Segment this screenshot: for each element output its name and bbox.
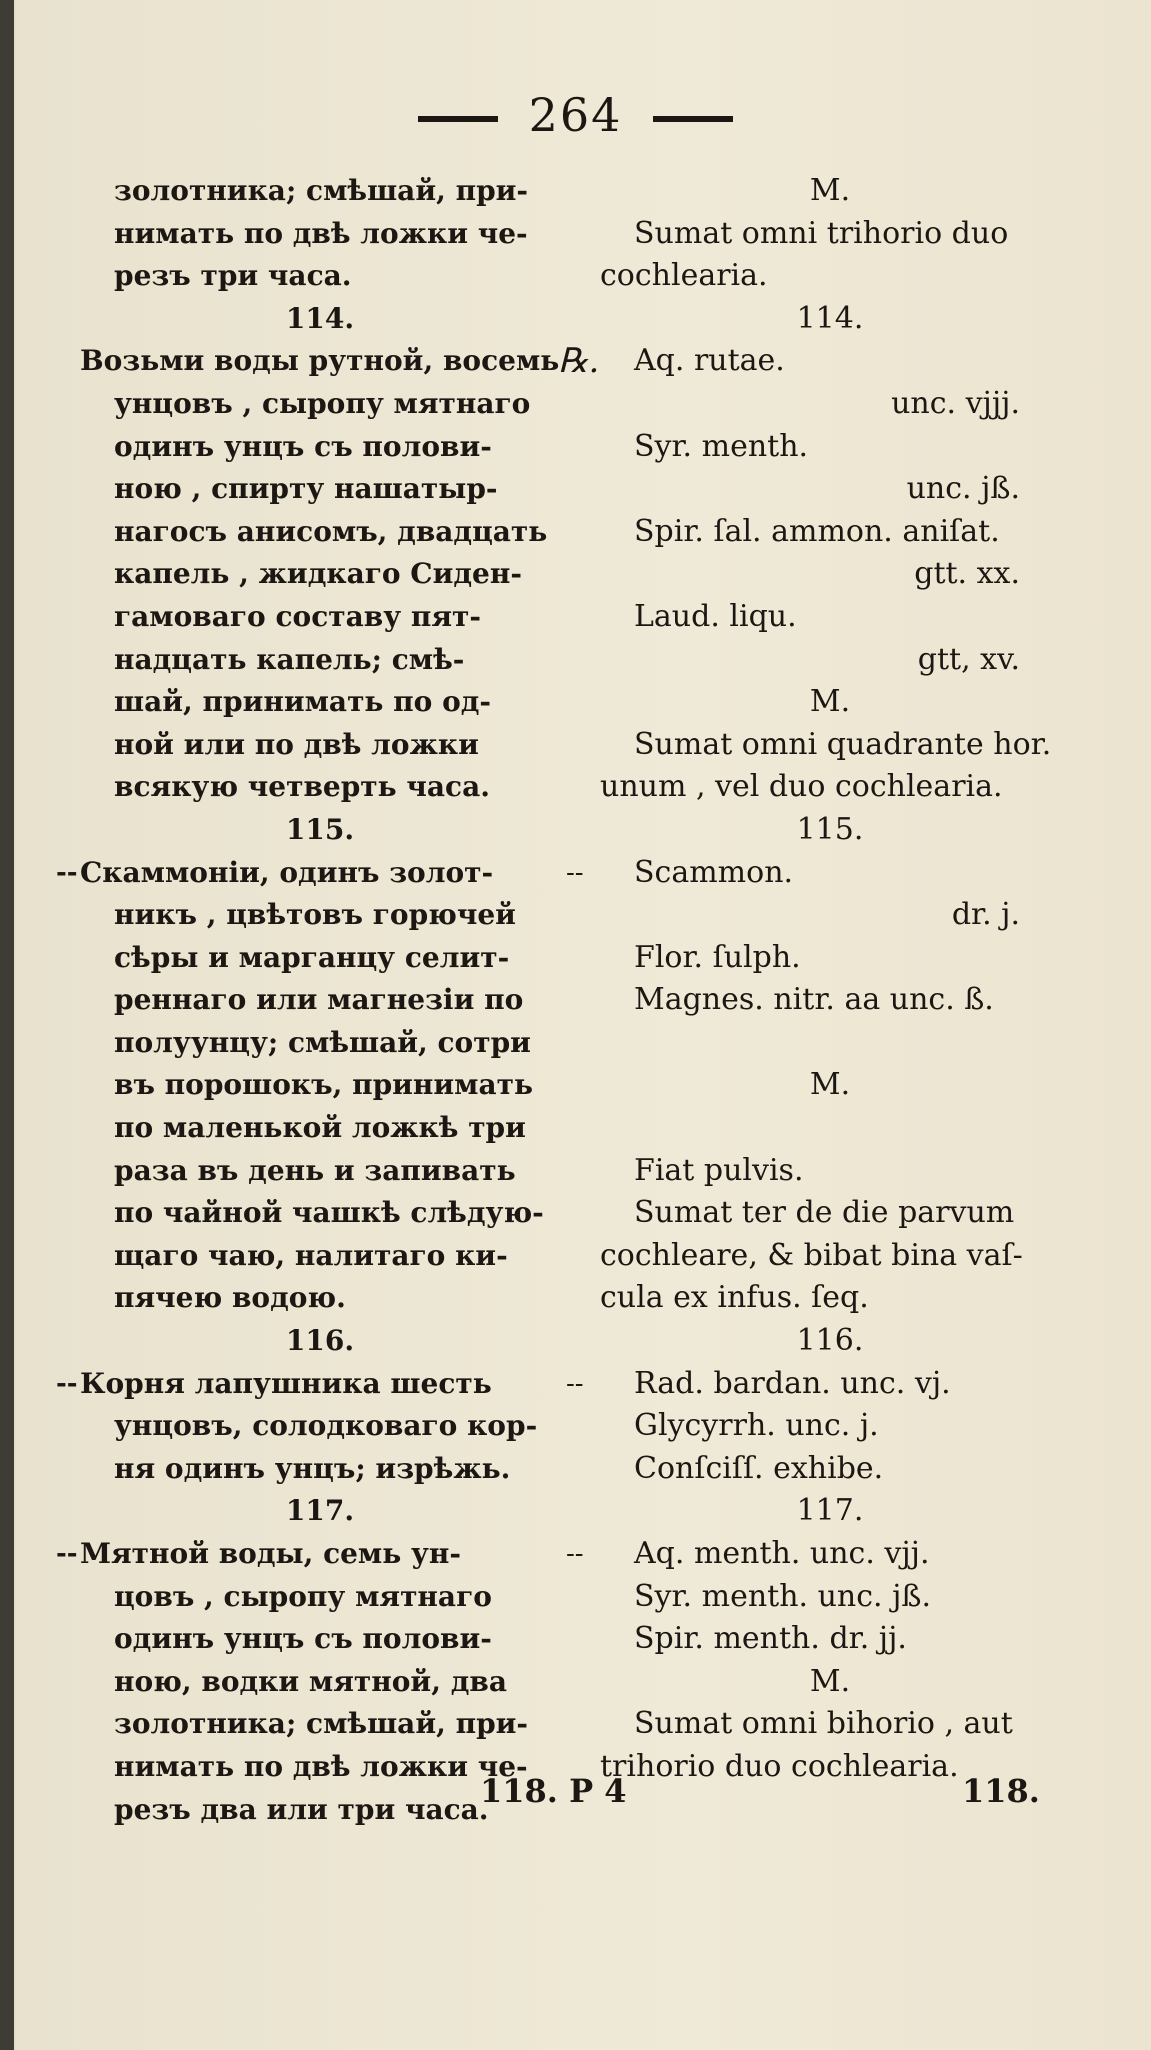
line-text: цовъ , сыропу мятнаго	[114, 1579, 492, 1613]
line-text: никъ , цвѣтовъ горючей	[114, 898, 516, 932]
recipe-dash-mark: --	[56, 857, 78, 888]
line-text: унцовъ , сыропу мятнаго	[114, 386, 531, 420]
line-text: 116.	[285, 1324, 355, 1358]
latin-text-line	[600, 1107, 1060, 1150]
russian-text-line	[56, 1363, 560, 1406]
line-text: unc. vjjj.	[891, 385, 1020, 421]
latin-text-line	[600, 1235, 1060, 1278]
line-text: 117.	[796, 1493, 864, 1529]
latin-text-line	[600, 426, 1060, 469]
line-text: M.	[809, 1663, 851, 1699]
latin-text-line	[600, 511, 1060, 554]
line-text: Spir. ſal. ammon. aniſat.	[634, 513, 1000, 549]
russian-text-line	[80, 639, 560, 682]
line-text: Spir. menth. dr. jj.	[634, 1621, 907, 1657]
latin-text-line	[600, 1277, 1060, 1320]
line-text: M.	[809, 684, 851, 720]
catchword-right: 118.	[962, 1772, 1040, 1810]
line-text: cochlearia.	[600, 258, 768, 294]
russian-text-line	[80, 1490, 560, 1533]
line-text: 114.	[285, 301, 355, 335]
line-text: золотника; смѣшай, при-	[114, 1707, 529, 1741]
line-text: cochleare, & bibat bina vaſ-	[600, 1237, 1023, 1273]
line-text: гамоваго составу пят-	[114, 599, 482, 633]
recipe-dash-mark: --	[56, 1539, 78, 1569]
line-text: Glycyrrh. unc. j.	[634, 1408, 879, 1444]
latin-text-line	[600, 1320, 1060, 1363]
latin-text-line	[566, 1533, 1060, 1576]
line-text: unc. jß.	[906, 471, 1020, 507]
line-text: надцать капель; смѣ-	[114, 642, 465, 676]
latin-text-line	[600, 724, 1060, 767]
line-text: M.	[809, 173, 851, 208]
latin-text-line	[600, 596, 1060, 639]
russian-text-line	[80, 1192, 560, 1235]
latin-text-line	[600, 1064, 1060, 1107]
latin-text-line	[600, 1150, 1060, 1193]
latin-text-line	[600, 1490, 1060, 1533]
russian-text-line	[80, 1576, 560, 1619]
book-binding-edge	[0, 0, 14, 2050]
line-text: шай, принимать по од-	[114, 685, 492, 719]
russian-text-line	[80, 1277, 560, 1320]
line-text: Возьми воды рутной, восемь	[80, 344, 560, 378]
russian-text-line	[80, 724, 560, 767]
line-text: Syr. menth. unc. jß.	[634, 1578, 931, 1614]
line-text: Laud. liqu.	[634, 598, 797, 634]
russian-text-line	[80, 937, 560, 980]
line-text: M.	[809, 1067, 851, 1103]
line-text: всякую четверть часа.	[114, 770, 490, 804]
russian-text-line	[80, 553, 560, 596]
russian-text-line	[56, 852, 560, 895]
line-text: раза въ день и запивать	[114, 1153, 516, 1187]
header-rule-right	[653, 116, 733, 122]
russian-text-line	[80, 766, 560, 809]
line-text: золотника; смѣшай, при-	[114, 174, 529, 207]
line-text: Flor. ſulph.	[634, 939, 801, 975]
russian-text-line	[80, 1618, 560, 1661]
russian-text-line	[80, 1150, 560, 1193]
russian-text-line	[80, 1320, 560, 1363]
russian-text-line	[80, 1661, 560, 1704]
line-text: нагосъ анисомъ, двадцать	[114, 514, 548, 548]
line-text: Sumat omni bihorio , aut	[634, 1706, 1013, 1742]
latin-text-line	[600, 681, 1060, 724]
latin-text-line	[600, 766, 1060, 809]
line-text: 116.	[796, 1323, 864, 1359]
russian-text-line	[80, 894, 560, 937]
line-text: Syr. menth.	[634, 428, 809, 464]
line-text: Rad. bardan. unc. vj.	[634, 1365, 951, 1401]
line-text: въ порошокъ, принимать	[114, 1068, 533, 1102]
line-text: ня одинъ унцъ; изрѣжь.	[114, 1451, 511, 1485]
russian-text-line	[80, 255, 560, 298]
latin-text-line	[600, 937, 1060, 980]
latin-text-line	[600, 468, 1060, 511]
russian-text-line	[80, 1107, 560, 1150]
latin-text-line	[600, 170, 1060, 213]
line-text: Скаммоніи, одинъ золот-	[80, 855, 494, 889]
russian-text-line	[80, 681, 560, 724]
line-text: Magnes. nitr. aa unc. ß.	[634, 982, 994, 1018]
latin-text-line	[600, 979, 1060, 1022]
latin-text-line	[600, 255, 1060, 298]
line-text: по маленькой ложкѣ три	[114, 1111, 526, 1145]
recipe-dash-mark: --	[566, 1539, 584, 1569]
russian-text-line	[80, 170, 560, 213]
line-text: Sumat omni quadrante hor.	[634, 726, 1052, 762]
line-text: одинъ унцъ съ полови-	[114, 429, 492, 463]
line-text: cula ex infus. ſeq.	[600, 1280, 869, 1316]
page-number: 264	[528, 88, 623, 142]
russian-text-line	[80, 340, 560, 383]
latin-text-line	[600, 1448, 1060, 1491]
latin-text-column	[558, 170, 1060, 1789]
russian-text-line	[80, 979, 560, 1022]
line-text: пячею водою.	[114, 1281, 346, 1315]
russian-text-line	[56, 1533, 560, 1576]
line-text: ною , спирту нашатыр-	[114, 472, 498, 506]
page-header	[0, 88, 1151, 142]
line-text: сѣры и марганцу селит-	[114, 940, 510, 974]
russian-text-line	[80, 383, 560, 426]
line-text: унцовъ, солодковаго кор-	[114, 1409, 538, 1443]
latin-text-line	[600, 1661, 1060, 1704]
latin-text-line	[600, 894, 1060, 937]
russian-text-line	[80, 511, 560, 554]
russian-text-line	[80, 1448, 560, 1491]
header-rule-left	[418, 116, 498, 122]
line-text: Fiat pulvis.	[634, 1152, 804, 1188]
line-text: Aq. menth. unc. vjj.	[634, 1536, 930, 1571]
line-text: нимать по двѣ ложки че-	[114, 216, 528, 250]
line-text: 115.	[285, 812, 355, 846]
line-text: ною, водки мятной, два	[114, 1664, 507, 1698]
line-text: unum , vel duo cochlearia.	[600, 769, 1003, 805]
line-text: одинъ унцъ съ полови-	[114, 1622, 492, 1656]
line-text: Aq. rutae.	[634, 343, 785, 379]
line-text: нимать по двѣ ложки че-	[114, 1749, 528, 1783]
russian-text-line	[80, 809, 560, 852]
russian-text-line	[80, 1064, 560, 1107]
latin-text-line	[600, 1022, 1060, 1065]
russian-text-line	[80, 596, 560, 639]
russian-text-line	[80, 468, 560, 511]
russian-text-line	[80, 298, 560, 341]
line-text: 115.	[796, 811, 864, 847]
recipe-dash-mark: --	[56, 1368, 78, 1399]
russian-text-line	[80, 1703, 560, 1746]
latin-text-line	[600, 1405, 1060, 1448]
latin-text-line	[600, 1192, 1060, 1235]
line-text: Scammon.	[634, 854, 794, 890]
latin-text-line	[600, 809, 1060, 852]
line-text: капель , жидкаго Сиден-	[114, 557, 522, 591]
line-text: Мятной воды, семь ун-	[80, 1537, 462, 1570]
latin-text-line	[600, 1703, 1060, 1746]
line-text: Conſciſſ. exhibe.	[634, 1450, 884, 1486]
line-text: 114.	[796, 300, 864, 336]
line-text: trihorio duo cochlearia.	[600, 1748, 959, 1784]
catchword-left: 118. P 4	[480, 1772, 627, 1810]
latin-text-line	[600, 298, 1060, 341]
recipe-symbol: ℞.	[558, 341, 600, 382]
line-text: по чайной чашкѣ слѣдую-	[114, 1196, 544, 1230]
line-text: резъ два или три часа.	[114, 1792, 489, 1826]
line-text: gtt, xv.	[917, 641, 1020, 677]
latin-text-line	[600, 553, 1060, 596]
latin-text-line	[566, 852, 1060, 895]
line-text: 117.	[285, 1494, 355, 1528]
russian-text-line	[80, 1022, 560, 1065]
line-text: Sumat omni trihorio duo	[634, 215, 1009, 251]
latin-text-line	[600, 1576, 1060, 1619]
russian-text-column	[56, 170, 560, 1831]
recipe-dash-mark: --	[566, 1368, 584, 1399]
recipe-dash-mark: --	[566, 857, 584, 888]
line-text: полуунцу; смѣшай, сотри	[114, 1025, 531, 1059]
russian-text-line	[80, 213, 560, 256]
latin-text-line	[600, 383, 1060, 426]
line-text: dr. j.	[951, 897, 1020, 933]
line-text: реннаго или магнезіи по	[114, 983, 524, 1017]
russian-text-line	[80, 1235, 560, 1278]
latin-text-line	[600, 213, 1060, 256]
line-text: ной или по двѣ ложки	[114, 727, 479, 761]
latin-text-line	[600, 639, 1060, 682]
line-text: Sumat ter de die parvum	[634, 1195, 1015, 1231]
latin-text-line	[600, 1618, 1060, 1661]
line-text: Корня лапушника шесть	[80, 1366, 492, 1400]
russian-text-line	[80, 1405, 560, 1448]
line-text: щаго чаю, налитаго ки-	[114, 1238, 508, 1272]
line-text: gtt. xx.	[914, 556, 1020, 592]
russian-text-line	[80, 426, 560, 469]
line-text: резъ три часа.	[114, 259, 352, 293]
latin-text-line	[558, 340, 1060, 383]
latin-text-line	[566, 1363, 1060, 1406]
